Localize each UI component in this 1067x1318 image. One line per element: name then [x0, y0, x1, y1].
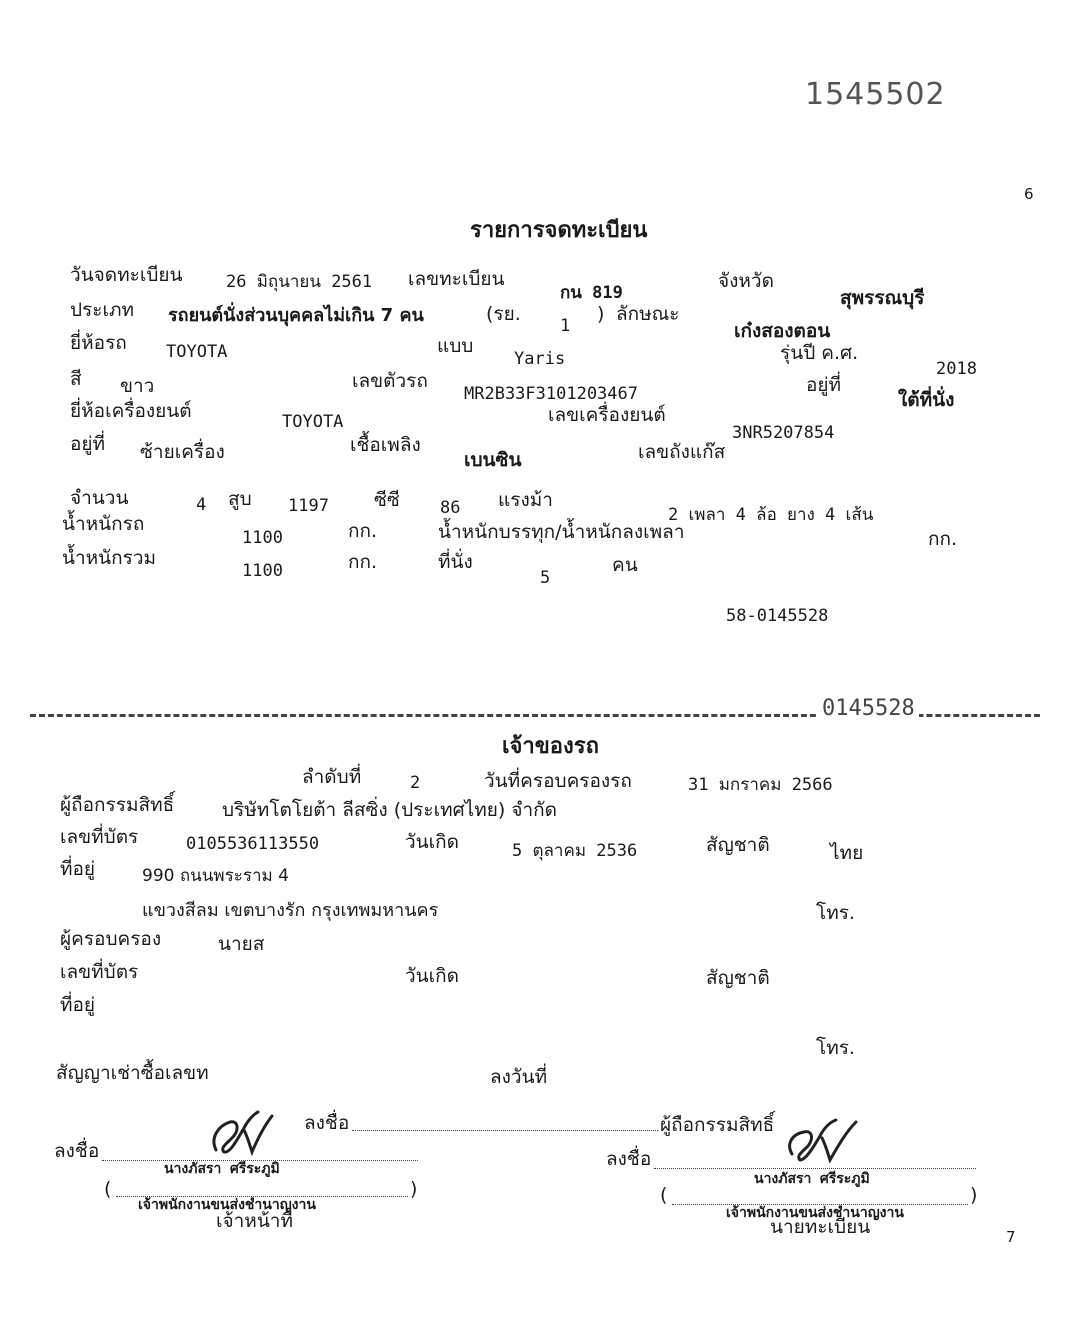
id2-label: เลขที่บัตร	[60, 961, 139, 983]
chassis-label: เลขตัวรถ	[352, 370, 428, 392]
nationality-label: สัญชาติ	[706, 834, 770, 856]
ry-value: 1	[560, 316, 571, 336]
right-name: นางภัสรา ศรีระภูมิ	[754, 1171, 870, 1187]
fuel-value: เบนซิน	[464, 449, 522, 471]
handwritten-number: 1545502	[805, 77, 946, 112]
location-label: อยู่ที่	[806, 374, 842, 396]
section-title-registration: รายการจดทะเบียน	[470, 218, 648, 243]
owner-sign-label: ลงชื่อ	[304, 1112, 350, 1134]
character-value: เก๋งสองตอน	[734, 320, 831, 342]
id-label: เลขที่บัตร	[60, 826, 139, 848]
type-label: ประเภท	[70, 299, 135, 321]
total-weight-unit: กก.	[348, 551, 378, 573]
left-sign-label: ลงชื่อ	[54, 1140, 100, 1162]
order-label: ลำดับที่	[302, 766, 362, 788]
doc-number: 58-0145528	[726, 606, 829, 626]
left-signature-mark	[208, 1108, 278, 1158]
right-role: นายทะเบียน	[770, 1216, 871, 1238]
fuel-label: เชื้อเพลิง	[350, 434, 421, 456]
engine-location-label: อยู่ที่	[70, 433, 106, 455]
year-label: รุ่นปี ค.ศ.	[780, 342, 859, 364]
possession-date-value: 31 มกราคม 2566	[688, 775, 833, 795]
left-role: เจ้าหน้าที่	[216, 1210, 294, 1232]
plate-label: เลขทะเบียน	[408, 268, 505, 290]
owner-value: บริษัทโตโยต้า ลีสซิ่ง (ประเทศไทย) จำกัด	[222, 799, 557, 821]
birth-label: วันเกิด	[405, 831, 459, 853]
total-weight-value: 1100	[242, 561, 283, 581]
address2-label: ที่อยู่	[60, 994, 96, 1016]
owner-label: ผู้ถือกรรมสิทธิ์	[60, 794, 175, 816]
hp-unit: แรงม้า	[498, 489, 553, 511]
engine-location-value: ซ้ายเครื่อง	[140, 441, 225, 463]
model-label: แบบ	[437, 335, 474, 357]
province-value: สุพรรณบุรี	[840, 287, 925, 309]
cylinders-unit: สูบ	[228, 488, 252, 510]
brand-label: ยี่ห้อรถ	[70, 332, 127, 354]
right-signature-mark	[782, 1114, 862, 1164]
load-unit: กก.	[928, 528, 958, 550]
total-weight-label: น้ำหนักรวม	[62, 547, 157, 569]
weight-unit: กก.	[348, 520, 378, 542]
seats-unit: คน	[612, 554, 638, 576]
seats-value: 5	[540, 568, 551, 588]
possessor-label: ผู้ครอบครอง	[60, 928, 162, 950]
model-value: Yaris	[514, 349, 566, 369]
axles-value: 2 เพลา 4 ล้อ ยาง 4 เส้น	[668, 505, 874, 525]
right-position: เจ้าพนักงานขนส่งชำนาญงาน	[726, 1205, 904, 1221]
possessor-value: นายส	[218, 933, 265, 955]
left-paren-close: )	[410, 1178, 418, 1200]
plate-value: กน 819	[560, 283, 623, 303]
section-title-owner: เจ้าของรถ	[502, 734, 599, 759]
weight-value: 1100	[242, 528, 283, 548]
owner-sign-line	[352, 1130, 658, 1131]
birth-value: 5 ตุลาคม 2536	[512, 841, 638, 861]
address-line1: 990 ถนนพระราม 4	[142, 866, 289, 886]
owner-role: ผู้ถือกรรมสิทธิ์	[660, 1114, 775, 1136]
page-number-top: 6	[1024, 185, 1034, 203]
weight-label: น้ำหนักรถ	[62, 513, 145, 535]
seats-label: ที่นั่ง	[438, 551, 473, 573]
year-value: 2018	[936, 359, 977, 379]
type-value: รถยนต์นั่งส่วนบุคคลไม่เกิน 7 คน	[168, 305, 424, 326]
tel2-label: โทร.	[816, 1037, 855, 1059]
left-name: นางภัสรา ศรีระภูมิ	[164, 1161, 280, 1177]
province-label: จังหวัด	[718, 270, 774, 292]
possession-date-label: วันที่ครอบครองรถ	[484, 770, 632, 792]
ry-close: )	[597, 303, 605, 325]
character-label: ลักษณะ	[616, 303, 680, 325]
order-value: 2	[410, 773, 421, 793]
nationality2-label: สัญชาติ	[706, 967, 770, 989]
count-label: จำนวน	[70, 487, 129, 509]
engine-no-label: เลขเครื่องยนต์	[548, 404, 666, 426]
address-label: ที่อยู่	[60, 858, 96, 880]
load-label: น้ำหนักบรรทุก/น้ำหนักลงเพลา	[438, 521, 685, 543]
engine-no-value: 3NR5207854	[732, 423, 835, 443]
hp-value: 86	[440, 498, 461, 518]
location-value: ใต้ที่นั่ง	[898, 389, 955, 411]
color-label: สี	[70, 368, 82, 390]
nationality-value: ไทย	[830, 842, 864, 864]
reg-date-label: วันจดทะเบียน	[70, 264, 183, 286]
chassis-value: MR2B33F3101203467	[464, 384, 638, 404]
right-paren-open: (	[660, 1184, 668, 1206]
right-paren-close: )	[970, 1184, 978, 1206]
page-number-bottom: 7	[1006, 1228, 1016, 1246]
engine-brand-value: TOYOTA	[282, 412, 344, 432]
left-paren-open: (	[104, 1178, 112, 1200]
address-line2: แขวงสีลม เขตบางรัก กรุงเทพมหานคร	[142, 900, 439, 921]
cut-number: 0145528	[818, 698, 919, 720]
ry-label: (รย.	[486, 303, 521, 325]
cylinders-value: 4	[196, 495, 207, 515]
lease-label: สัญญาเช่าซื้อเลขท	[56, 1062, 209, 1084]
engine-brand-label: ยี่ห้อเครื่องยนต์	[70, 400, 192, 422]
birth2-label: วันเกิด	[405, 965, 459, 987]
cc-value: 1197	[288, 496, 329, 516]
cc-unit: ซีซี	[374, 489, 400, 511]
left-position: เจ้าพนักงานขนส่งชำนาญงาน	[138, 1197, 316, 1213]
signed-date-label: ลงวันที่	[490, 1066, 548, 1088]
tel-label: โทร.	[816, 902, 855, 924]
right-sign-label: ลงชื่อ	[606, 1148, 652, 1170]
brand-value: TOYOTA	[166, 342, 228, 362]
reg-date-value: 26 มิถุนายน 2561	[226, 272, 373, 292]
id-value: 0105536113550	[186, 834, 320, 854]
gas-tank-label: เลขถังแก๊ส	[638, 441, 726, 463]
right-sign-line	[654, 1168, 976, 1169]
color-value: ขาว	[120, 375, 155, 397]
